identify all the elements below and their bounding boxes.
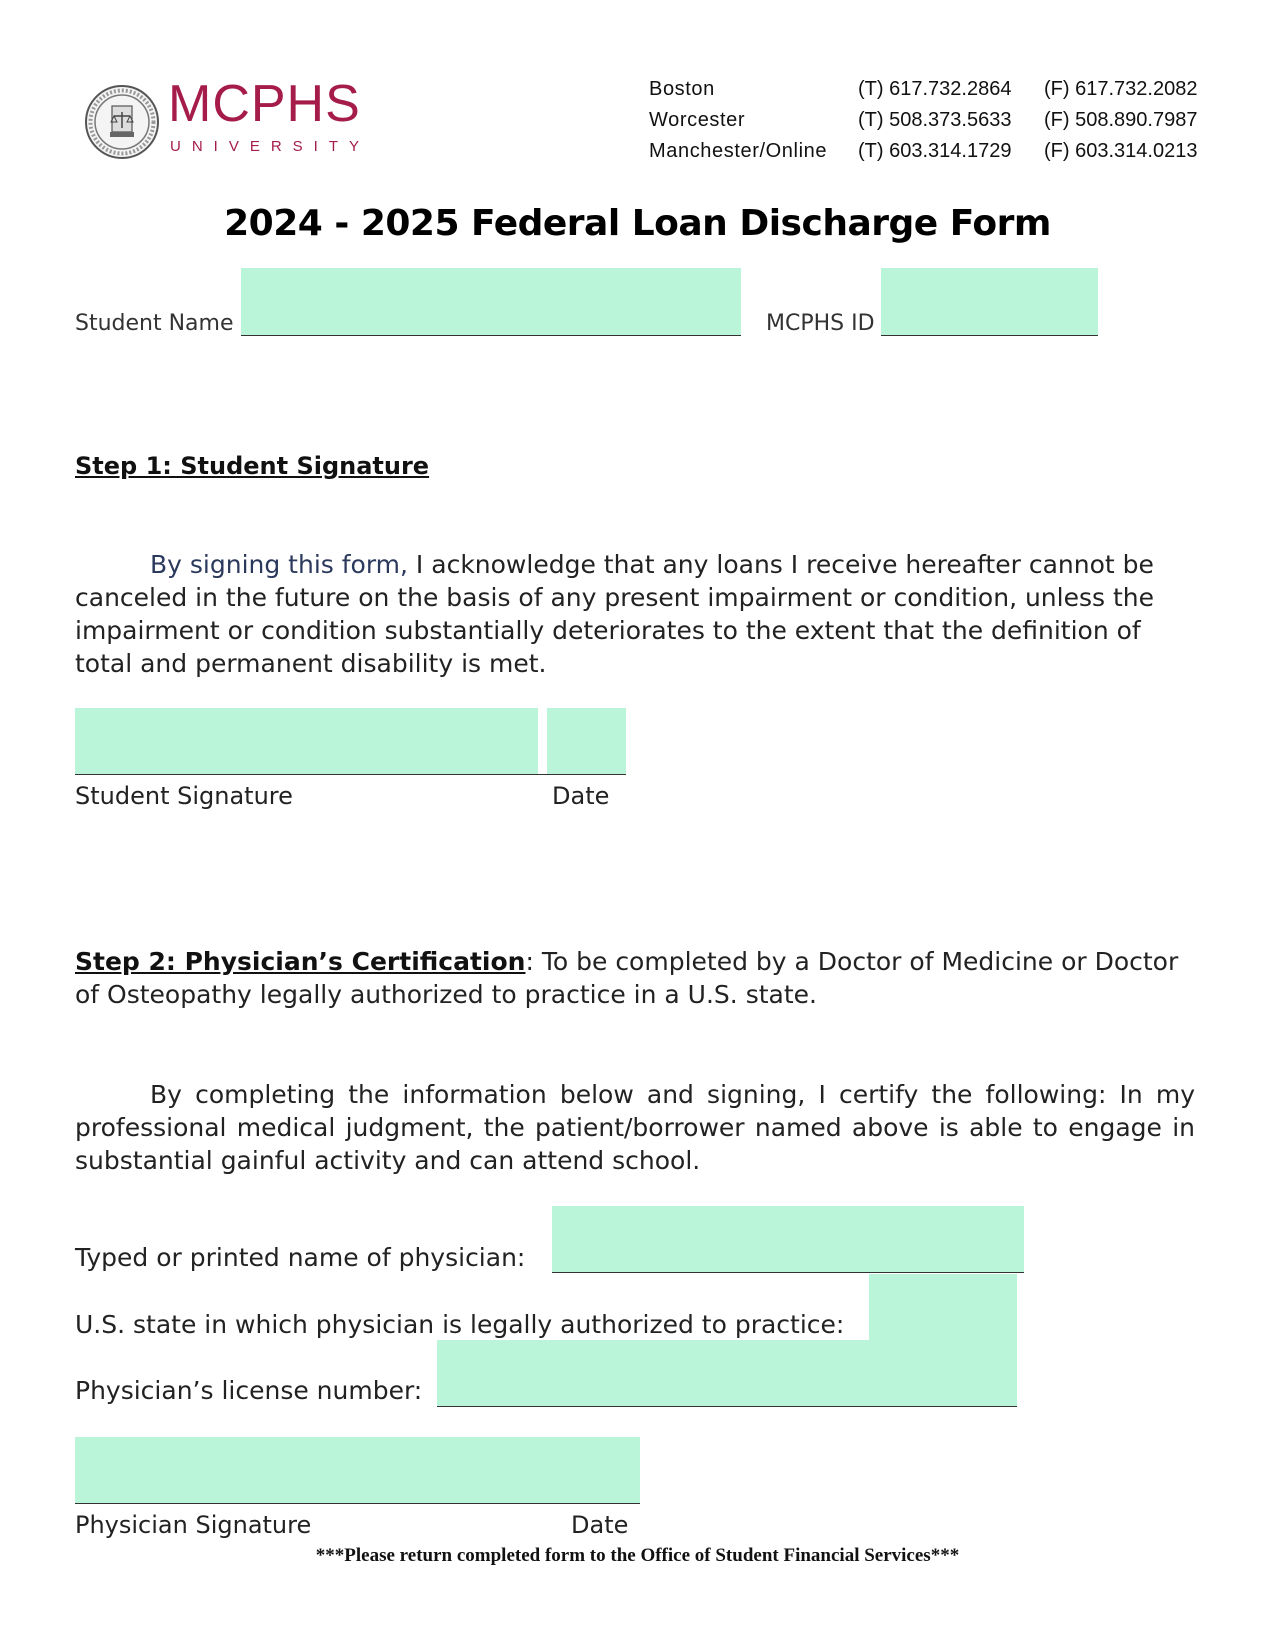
student-name-label: Student Name <box>75 311 234 336</box>
contact-city: Boston <box>649 78 715 100</box>
physician-state-label: U.S. state in which physician is legally authorized to practice: <box>75 1310 845 1339</box>
contact-phone: (T) 617.732.2864 <box>858 78 1012 100</box>
physician-signature-field[interactable] <box>75 1437 640 1504</box>
step2-paragraph-body: By completing the information below and signing, I certify the following: In my professional medical judgment, the patient/borrower named above is able to engage in substantial gainful activity and can attend school. <box>75 1080 1195 1175</box>
mcphs-id-label: MCPHS ID <box>766 311 875 336</box>
contact-city: Worcester <box>649 109 746 131</box>
contact-fax: (F) 617.732.2082 <box>1044 78 1198 100</box>
form-title: 2024 - 2025 Federal Loan Discharge Form <box>224 203 1051 244</box>
step1-paragraph-lead: By signing this form, <box>150 550 408 579</box>
step2-heading: Step 2: Physician’s Certification <box>75 947 526 976</box>
contact-phone: (T) 603.314.1729 <box>858 140 1012 162</box>
physician-license-field[interactable] <box>437 1340 1017 1407</box>
student-name-field[interactable] <box>241 268 741 336</box>
contact-phone: (T) 508.373.5633 <box>858 109 1012 131</box>
step1-paragraph-body: I acknowledge that any loans I receive hereafter cannot be canceled in the future on the basis of any present impairment or condition, unless the impairment or condition substantially deteriorates to the extent that the definition of total and permanent disability is met. <box>75 550 1155 678</box>
step1-paragraph <box>75 548 1195 680</box>
student-signature-line <box>75 774 626 775</box>
physician-date-label: Date <box>571 1511 629 1539</box>
mcphs-id-field[interactable] <box>881 268 1098 336</box>
student-signature-field[interactable] <box>75 708 538 774</box>
logo-subtitle: UNIVERSITY <box>170 138 371 155</box>
contact-fax: (F) 508.890.7987 <box>1044 109 1198 131</box>
physician-name-label: Typed or printed name of physician: <box>75 1243 526 1272</box>
step2-intro <box>75 945 1195 1011</box>
physician-state-field[interactable] <box>869 1274 1017 1341</box>
physician-signature-label: Physician Signature <box>75 1511 312 1539</box>
return-instructions: ***Please return completed form to the Office of Student Financial Services*** <box>315 1545 960 1566</box>
contact-fax: (F) 603.314.0213 <box>1044 140 1198 162</box>
physician-license-label: Physician’s license number: <box>75 1376 423 1405</box>
physician-name-field[interactable] <box>552 1206 1024 1273</box>
university-seal-icon <box>84 84 160 160</box>
contact-city: Manchester/Online <box>649 140 828 162</box>
student-date-field[interactable] <box>547 708 626 774</box>
student-date-label: Date <box>552 782 610 810</box>
logo-wordmark: MCPHS <box>168 75 361 133</box>
step2-paragraph <box>75 1078 1195 1177</box>
student-signature-label: Student Signature <box>75 782 293 810</box>
step2-heading-description: : To be completed by a Doctor of Medicine or Doctor of Osteopathy legally authorized to practice in a U.S. state. <box>75 947 1179 1009</box>
step1-heading: Step 1: Student Signature <box>75 452 430 480</box>
